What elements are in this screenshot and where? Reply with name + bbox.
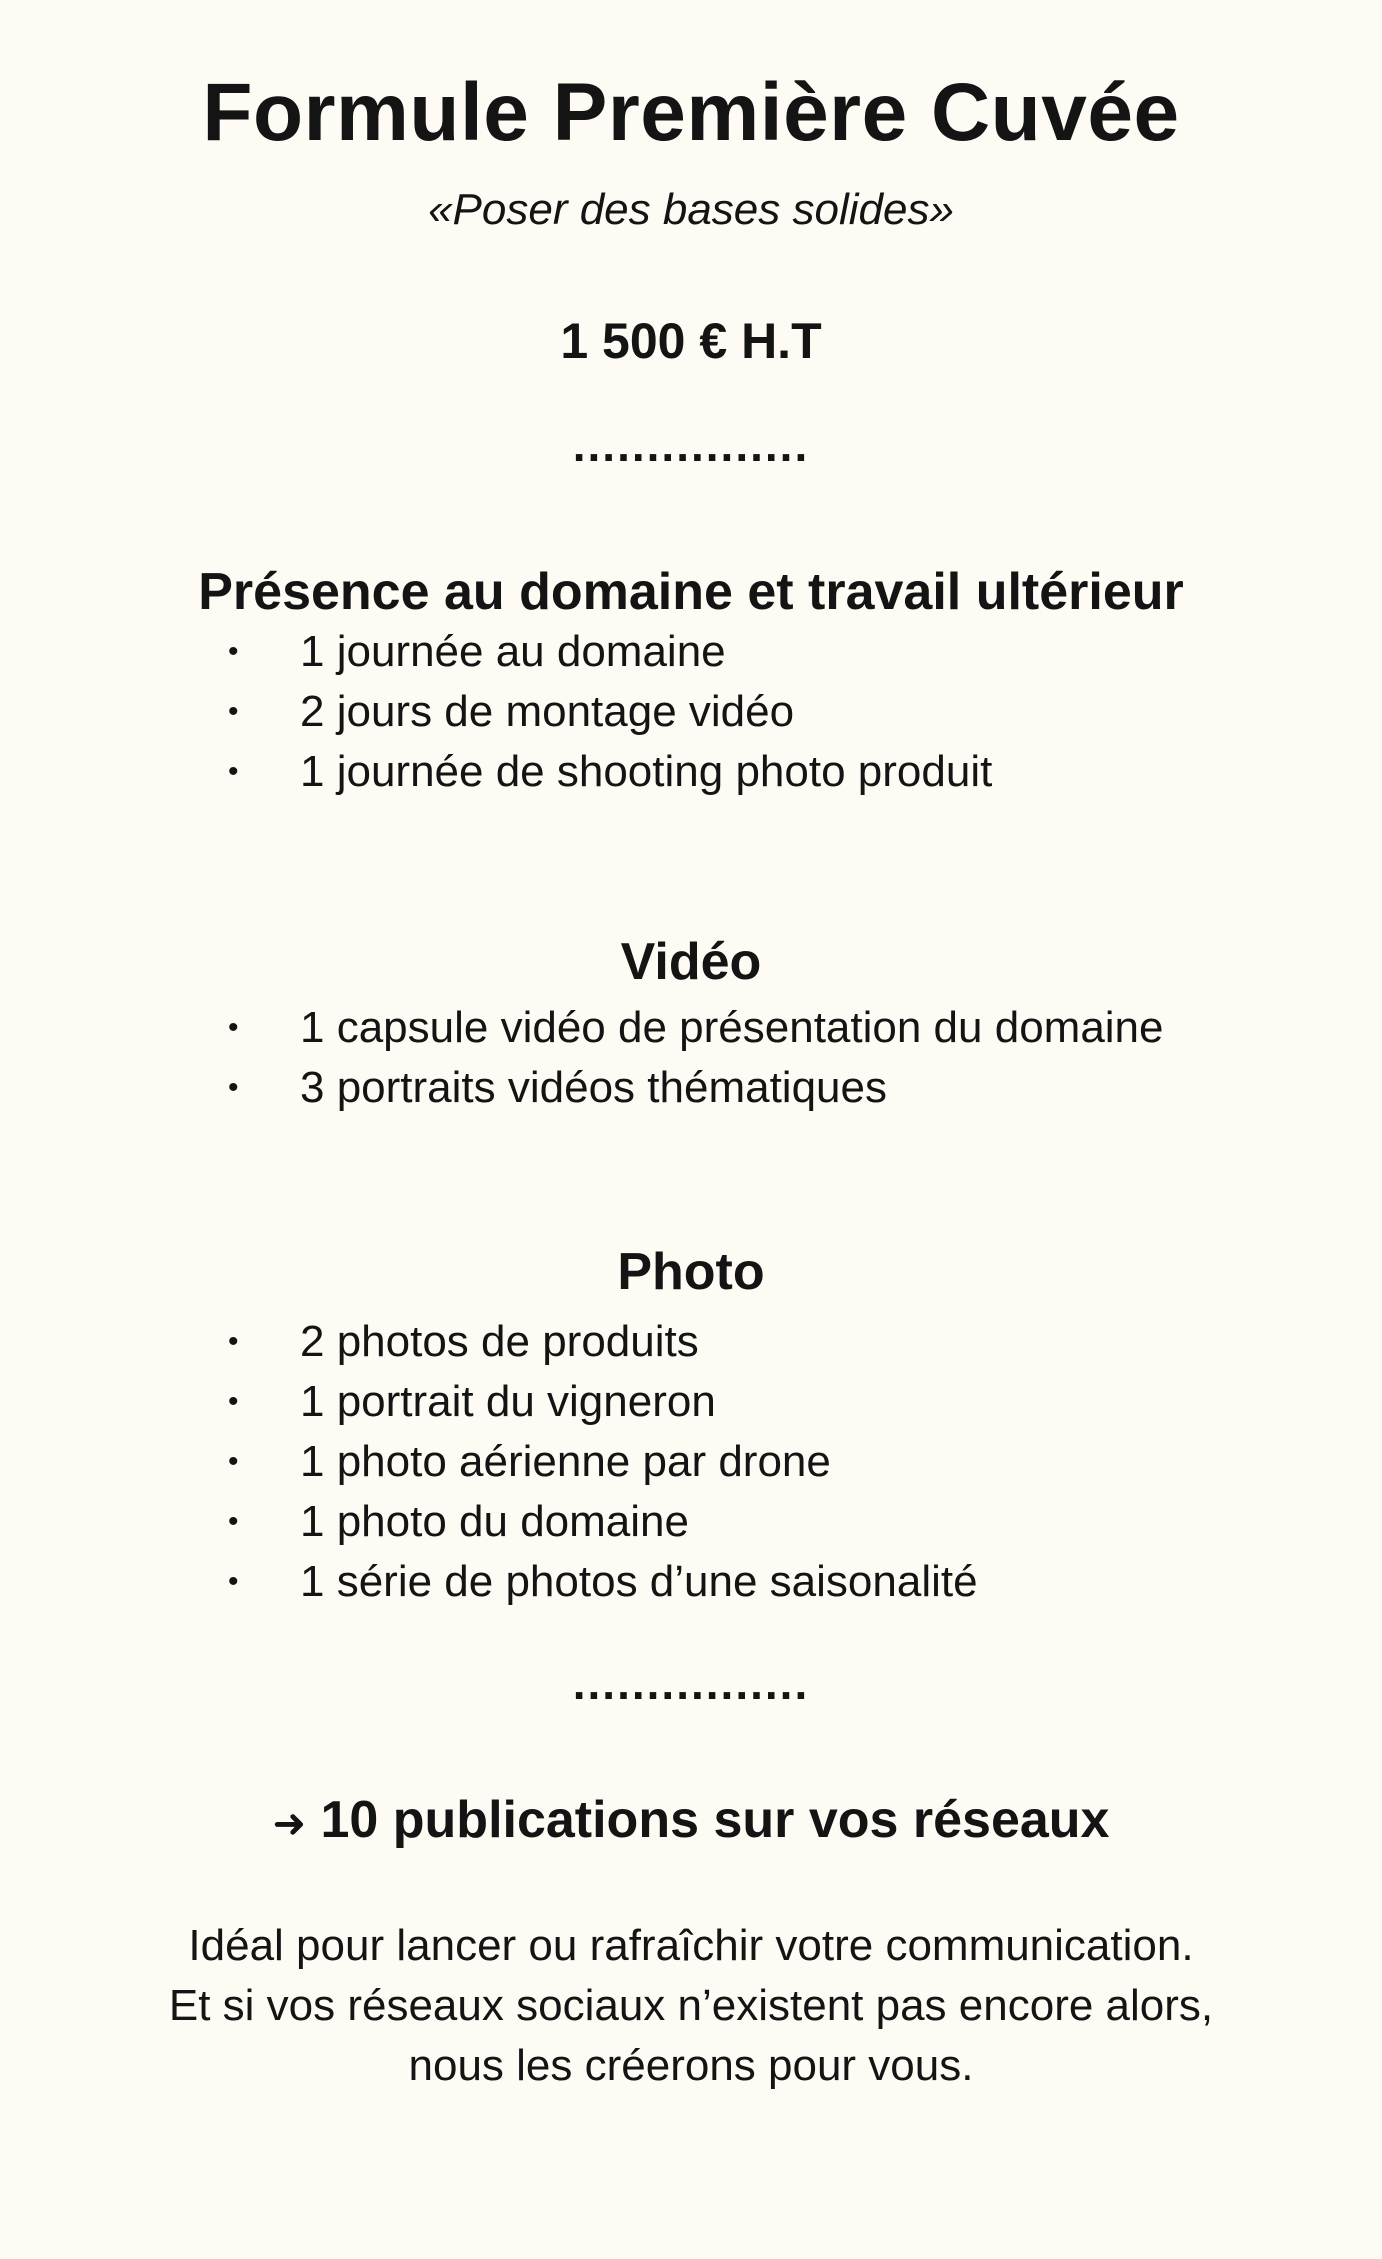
closing-line: Idéal pour lancer ou rafraîchir votre communication. (188, 1921, 1194, 1970)
list-item-text: 1 photo aérienne par drone (300, 1437, 831, 1486)
bullet-icon: • (228, 635, 239, 668)
bullet-icon: • (228, 1011, 239, 1044)
tagline: «Poser des bases solides» (428, 185, 954, 234)
bullet-icon: • (228, 755, 239, 788)
price: 1 500 € H.T (560, 313, 822, 369)
arrow-right-icon: ➜ (272, 1802, 307, 1846)
section-title-photo: Photo (617, 1243, 765, 1301)
page-title: Formule Première Cuvée (202, 67, 1180, 158)
list-item-text: 1 portrait du vigneron (300, 1377, 716, 1426)
bullet-icon: • (228, 1445, 239, 1478)
dotted-separator: ................ (572, 419, 810, 471)
list-item-text: 1 série de photos d’une saisonalité (300, 1557, 978, 1606)
list-item-text: 1 journée de shooting photo produit (300, 747, 993, 796)
closing-paragraph (0, 1916, 1382, 2096)
bullet-icon: • (228, 1505, 239, 1538)
bullet-icon: • (228, 695, 239, 728)
section-title-video: Vidéo (620, 933, 762, 991)
bullet-icon: • (228, 1385, 239, 1418)
bullet-icon: • (228, 1071, 239, 1104)
list-item-text: 1 capsule vidéo de présentation du domaine (300, 1003, 1164, 1052)
list-item-text: 1 photo du domaine (300, 1497, 689, 1546)
list-item-text: 2 photos de produits (300, 1317, 699, 1366)
section-title-presence: Présence au domaine et travail ultérieur (198, 563, 1184, 621)
list-item-text: 3 portraits vidéos thématiques (300, 1063, 887, 1112)
publications-text: 10 publications sur vos réseaux (320, 1791, 1110, 1849)
list-item-text: 1 journée au domaine (300, 627, 726, 676)
bullet-icon: • (228, 1325, 239, 1358)
publications-highlight (0, 1791, 1382, 1849)
list-item-text: 2 jours de montage vidéo (300, 687, 795, 736)
bullet-icon: • (228, 1565, 239, 1598)
closing-line: Et si vos réseaux sociaux n’existent pas encore alors, (168, 1981, 1214, 2030)
closing-line: nous les créerons pour vous. (408, 2041, 974, 2090)
dotted-separator: ................ (572, 1657, 810, 1709)
